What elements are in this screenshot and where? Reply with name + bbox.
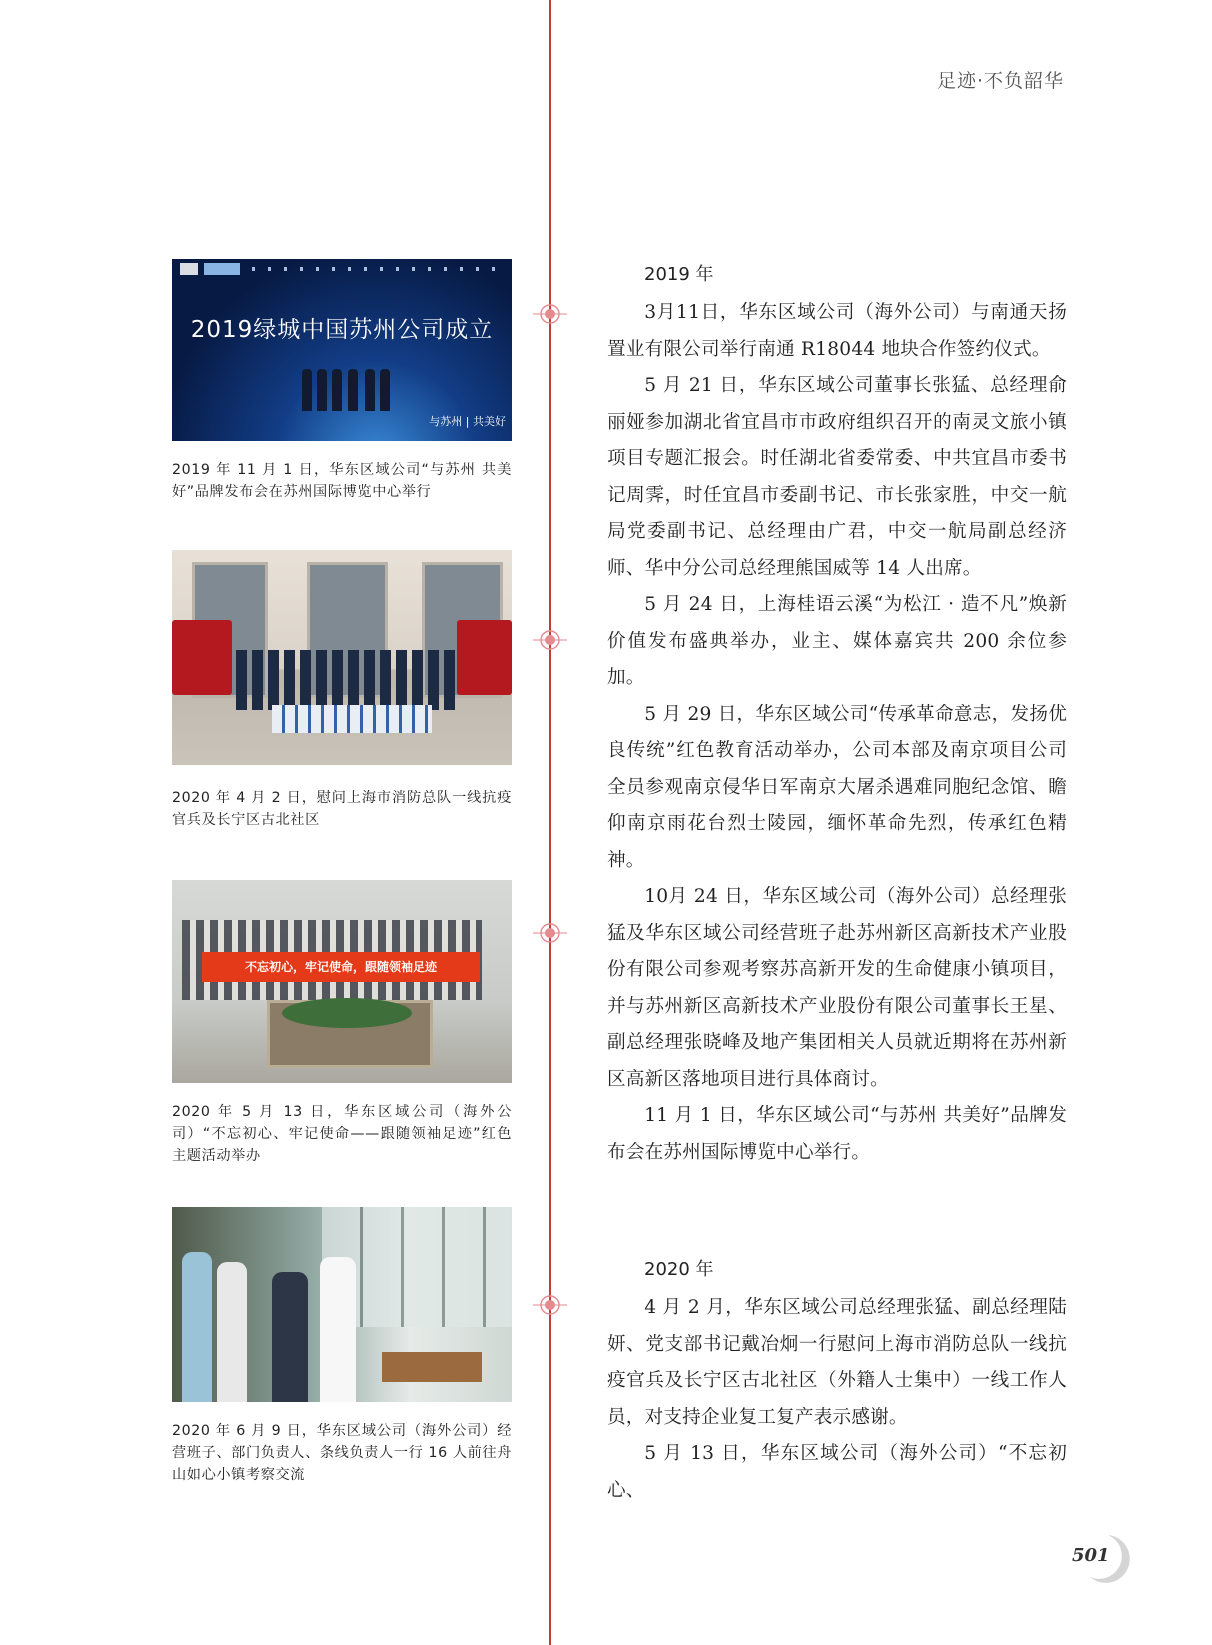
red-banner: 不忘初心，牢记使命，跟随领袖足迹 — [202, 952, 480, 982]
timeline-marker-icon — [533, 623, 567, 657]
stage-title: 2019绿城中国苏州公司成立 — [190, 317, 494, 343]
person-figure — [302, 369, 312, 411]
crew-group — [236, 650, 456, 710]
page-number — [1072, 1533, 1138, 1583]
person-figure — [380, 369, 390, 411]
paragraph: 4 月 2 月，华东区域公司总经理张猛、副总经理陆妍、党支部书记戴冶炯一行慰问上海市消防总队一线抗疫官兵及长宁区古北社区（外籍人士集中）一线工作人员，对支持企业复工复产表示感谢。 — [607, 1297, 1067, 1428]
photo-caption: 2019 年 11 月 1 日，华东区域公司“与苏州 共美好”品牌发布会在苏州国际博览中心举行 — [172, 462, 512, 500]
fire-truck — [457, 620, 512, 695]
person-figure — [348, 369, 358, 411]
person-figure — [272, 1272, 308, 1402]
table — [382, 1352, 482, 1382]
photo-caption: 2020 年 4 月 2 日，慰问上海市消防总队一线抗疫官兵及长宁区古北社区 — [172, 790, 512, 828]
photo-block-2 — [172, 550, 512, 831]
timeline-marker-icon — [533, 297, 567, 331]
paragraph: 10月 24 日，华东区域公司（海外公司）总经理张猛及华东区域公司经营班子赴苏州新区高新技术产业股份有限公司参观考察苏高新开发的生命健康小镇项目，并与苏州新区高新技术产业股份有限公司董事长王星、副总经理张晓峰及地产集团相关人员就近期将在苏州新区高新区落地项目进行具体商讨。 — [607, 886, 1067, 1090]
plants — [282, 998, 412, 1028]
paragraph: 11 月 1 日，华东区域公司“与苏州 共美好”品牌发布会在苏州国际博览中心举行。 — [607, 1105, 1067, 1163]
section-2020 — [607, 1290, 1067, 1509]
photo-group-banner — [172, 880, 512, 1083]
photo-block-3 — [172, 880, 512, 1167]
paragraph: 5 月 24 日，上海桂语云溪“为松江 · 造不凡”焕新价值发布盛典举办，业主、媒体嘉宾共 200 余位参加。 — [607, 594, 1067, 688]
year-heading: 2020 年 — [644, 1259, 714, 1280]
timeline-marker-icon — [533, 1288, 567, 1322]
section-2019 — [607, 295, 1067, 1171]
photo-brand-launch — [172, 259, 512, 441]
stage-slogan: 与苏州 | 共美好 — [429, 415, 506, 428]
timeline-line — [549, 0, 551, 1645]
person-figure — [182, 1252, 212, 1402]
year-heading: 2019 年 — [644, 264, 714, 285]
logo-icon — [180, 263, 240, 275]
photo-caption: 2020 年 5 月 13 日，华东区域公司（海外公司）“不忘初心、牢记使命——跟随领袖足迹”红色主题活动举办 — [172, 1104, 512, 1164]
photo-caption: 2020 年 6 月 9 日，华东区域公司（海外公司）经营班子、部门负责人、条线负责人一行 16 人前往舟山如心小镇考察交流 — [172, 1423, 513, 1483]
fire-truck — [172, 620, 232, 695]
running-head: 足迹·不负韶华 — [936, 70, 1064, 92]
photo-site-visit — [172, 1207, 512, 1402]
photo-block-4 — [172, 1207, 512, 1486]
person-figure — [217, 1262, 247, 1402]
paragraph: 5 月 13 日，华东区域公司（海外公司）“不忘初心、 — [607, 1443, 1067, 1501]
donation-boxes — [272, 705, 432, 733]
paragraph: 5 月 21 日，华东区域公司董事长张猛、总经理俞丽娅参加湖北省宜昌市市政府组织召开的南灵文旅小镇项目专题汇报会。时任湖北省委常委、中共宜昌市委书记周霁，时任宜昌市委副书记、市长张家胜，中交一航局党委副书记、总经理由广君，中交一航局副总经济师、华中分公司总经理熊国威等 14 人出席。 — [607, 375, 1067, 579]
person-figure — [317, 369, 327, 411]
photo-block-1 — [172, 259, 512, 503]
paragraph: 5 月 29 日，华东区域公司“传承革命意志，发扬优良传统”红色教育活动举办，公司本部及南京项目公司全员参观南京侵华日军南京大屠杀遇难同胞纪念馆、瞻仰南京雨花台烈士陵园，缅怀革命先烈，传承红色精神。 — [607, 703, 1067, 871]
stage-lights — [252, 267, 502, 271]
person-figure — [332, 369, 342, 411]
person-figure — [365, 369, 375, 411]
person-figure — [320, 1257, 356, 1402]
photo-fire-station — [172, 550, 512, 765]
timeline-marker-icon — [533, 916, 567, 950]
page-number-text: 501 — [1072, 1545, 1110, 1566]
paragraph: 3月11日，华东区域公司（海外公司）与南通天扬置业有限公司举行南通 R18044 地块合作签约仪式。 — [607, 302, 1067, 360]
